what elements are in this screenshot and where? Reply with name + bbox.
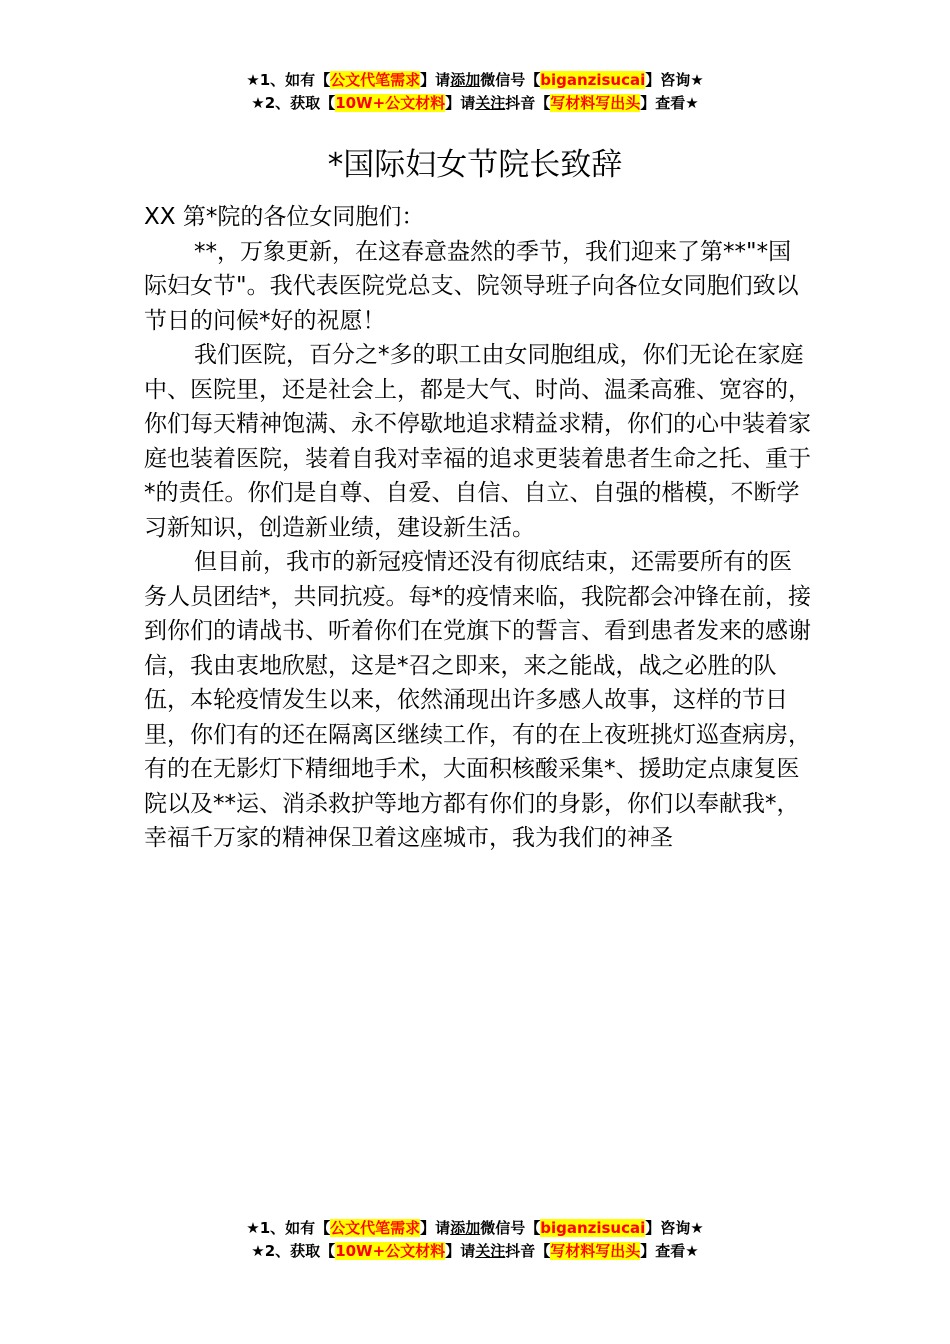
- promo-line-1: [0, 69, 950, 92]
- promo-highlight-materials: 10W+公文材料: [335, 94, 446, 112]
- footer-promo-banner: [0, 1217, 950, 1263]
- promo-text: 微信号【: [480, 1219, 541, 1237]
- promo-highlight-douyin-id: 写材料写出头: [550, 1242, 641, 1260]
- header-promo-banner: [0, 69, 950, 115]
- promo-highlight-service: 公文代笔需求: [330, 71, 421, 89]
- promo-text: ★2、获取【: [251, 1242, 336, 1260]
- promo-text: 】查看★: [640, 94, 699, 112]
- promo-highlight-wechat-id: biganzisucai: [540, 71, 646, 89]
- promo-underline-add: 添加: [450, 1219, 481, 1237]
- promo-line-2: [0, 1240, 950, 1263]
- promo-text: 】咨询★: [645, 1219, 704, 1237]
- promo-text: 】请: [420, 1219, 451, 1237]
- promo-text: 抖音【: [505, 94, 551, 112]
- promo-underline-add: 添加: [450, 71, 481, 89]
- promo-text: 】查看★: [640, 1242, 699, 1260]
- promo-text: ★2、获取【: [251, 94, 336, 112]
- promo-text: ★1、如有【: [246, 1219, 331, 1237]
- promo-highlight-wechat-id: biganzisucai: [540, 1219, 646, 1237]
- promo-line-1: [0, 1217, 950, 1240]
- paragraph-3: 但目前，我市的新冠疫情还没有彻底结束，还需要所有的医务人员团结*，共同抗疫。每*的疫情来临，我院都会冲锋在前，接到你们的请战书、听着你们在党旗下的誓言、看到患者发来的感谢信，我由衷地欣慰，这是*召之即来，来之能战，战之必胜的队伍，本轮疫情发生以来，依然涌现出许多感人故事，这样的节日里，你们有的还在隔离区继续工作，有的在上夜班挑灯巡查病房，有的在无影灯下精细地手术，大面积核酸采集*、援助定点康复医院以及**运、消杀救护等地方都有你们的身影，你们以奉献我*，幸福千万家的精神保卫着这座城市，我为我们的神圣: [144, 549, 811, 851]
- document-body: [144, 200, 814, 856]
- salutation: XX 第*院的各位女同胞们：: [144, 204, 425, 230]
- promo-text: 】请: [420, 71, 451, 89]
- paragraph-1: **，万象更新，在这春意盎然的季节，我们迎来了第**"*国际妇女节"。我代表医院党总支、院领导班子向各位女同胞们致以节日的问候*好的祝愿！: [144, 238, 799, 334]
- promo-underline-follow: 关注: [475, 1242, 506, 1260]
- promo-highlight-douyin-id: 写材料写出头: [550, 94, 641, 112]
- paragraph-2: 我们医院，百分之*多的职工由女同胞组成，你们无论在家庭中、医院里，还是社会上，都是大气、时尚、温柔高雅、宽容的，你们每天精神饱满、永不停歇地追求精益求精，你们的心中装着家庭也装着医院，装着自我对幸福的追求更装着患者生命之托、重于*的责任。你们是自尊、自爱、自信、自立、自强的楷模，不断学习新知识，创造新业绩，建设新生活。: [144, 342, 811, 541]
- document-title: *国际妇女节院长致辞: [327, 147, 623, 183]
- promo-text: 】咨询★: [645, 71, 704, 89]
- promo-highlight-materials: 10W+公文材料: [335, 1242, 446, 1260]
- promo-text: 】请: [445, 94, 476, 112]
- promo-text: 微信号【: [480, 71, 541, 89]
- promo-text: ★1、如有【: [246, 71, 331, 89]
- promo-highlight-service: 公文代笔需求: [330, 1219, 421, 1237]
- promo-text: 抖音【: [505, 1242, 551, 1260]
- promo-text: 】请: [445, 1242, 476, 1260]
- promo-underline-follow: 关注: [475, 94, 506, 112]
- promo-line-2: [0, 92, 950, 115]
